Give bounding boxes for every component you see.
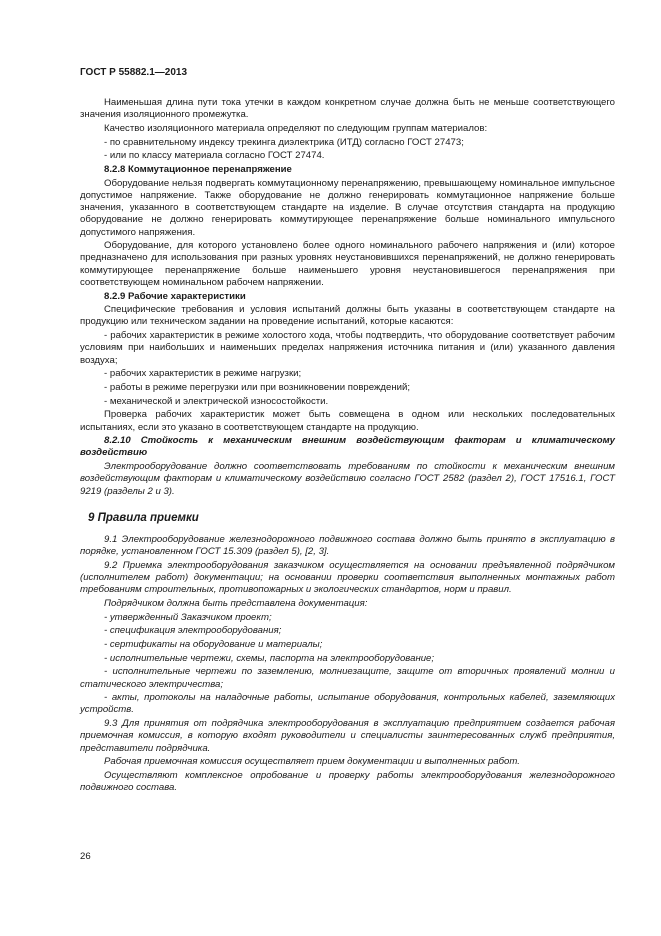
paragraph: - исполнительные чертежи по заземлению, молниезащите, защите от вторичных проявлений молнии и статического электричества; — [80, 666, 615, 690]
paragraph: Рабочая приемочная комиссия осуществляет прием документации и выполненных работ. — [104, 756, 520, 768]
paragraph: 9.2 Приемка электрооборудования заказчиком осуществляется на основании предъявленной подрядчиком (исполнителем работ) документации; на основании проверки соответствия выполненных монтажных работ требованиям строительных, противопожарных и экологических стандартов, норм и правил. — [80, 559, 615, 596]
paragraph: - сертификаты на оборудование и материалы; — [104, 638, 323, 650]
paragraph: - утвержденный Заказчиком проект; — [104, 611, 272, 623]
paragraph: Специфические требования и условия испытаний должны быть указаны в соответствующем стандарте на продукцию или техническом задании на проведение испытаний, которые касаются: — [80, 304, 615, 328]
document-header: ГОСТ Р 55882.1—2013 — [80, 67, 188, 78]
paragraph: Осуществляют комплексное опробование и проверку работы электрооборудования железнодорожного подвижного состава. — [80, 769, 615, 794]
paragraph: - рабочих характеристик в режиме холостого хода, чтобы подтвердить, что оборудование соответствует рабочим условиям при наибольших и наименьших пределах напряжения источника питания и (или) указанного давления воздуха; — [80, 330, 615, 366]
page-number: 26 — [80, 851, 91, 862]
paragraph: Качество изоляционного материала определяют по следующим группам материалов: — [104, 122, 488, 134]
document-body — [80, 97, 615, 796]
subsection-heading: 8.2.8 Коммутационное перенапряжение — [104, 164, 292, 176]
paragraph: - рабочих характеристик в режиме нагрузки; — [104, 368, 302, 380]
paragraph: 9.1 Электрооборудование железнодорожного подвижного состава должно быть принято в эксплуатацию в порядке, установленном ГОСТ 15.309 (раздел 5), [2, 3]. — [80, 533, 615, 557]
section-heading: 9 Правила приемки — [88, 511, 199, 524]
paragraph: Оборудование нельзя подвергать коммутационному перенапряжению, превышающему номинальное импульсное допустимое напряжение. Также оборудование не должно генерировать коммутационное напряжение больше значения, указанного в соответствующем стандарте на изделие. В случае отсутствия стандарта на продукцию оборудование не должно генерировать коммутирующее перенапряжение больше номинального импульсного допустимого напряжения. — [80, 177, 615, 238]
paragraph: - исполнительные чертежи, схемы, паспорта на электрооборудование; — [104, 652, 435, 664]
subsection-heading: 8.2.9 Рабочие характеристики — [104, 290, 246, 302]
paragraph: - акты, протоколы на наладочные работы, испытание оборудования, контрольных кабелей, заземляющих устройств. — [80, 692, 615, 716]
paragraph: Оборудование, для которого установлено более одного номинального рабочего напряжения и (или) которое предназначено для использования при разных уровнях неустановившихся перенапряжений, не должно генерировать коммутирующее перенапряжение больше наименьшего уровня неустановившегося перенапряжения при соответствующем номинальном рабочем напряжении. — [80, 240, 615, 288]
paragraph: 9.3 Для принятия от подрядчика электрооборудования в эксплуатацию предприятием создается рабочая приемочная комиссия, в которую входят руководители и специалисты заинтересованных служб предприятия, представители подрядчика. — [80, 718, 615, 754]
paragraph: Подрядчиком должна быть представлена документация: — [104, 597, 368, 609]
paragraph: - по сравнительному индексу трекинга диэлектрика (ИТД) согласно ГОСТ 27473; — [104, 136, 464, 148]
paragraph: Электрооборудование должно соответствовать требованиям по стойкости к механическим внешним воздействующим факторам и климатическому воздействию согласно ГОСТ 2582 (раздел 2), ГОСТ 17516.1, ГОСТ 9219 (разделы 2 и 3). — [80, 461, 615, 497]
paragraph: - спецификация электрооборудования; — [104, 625, 282, 637]
paragraph: Проверка рабочих характеристик может быть совмещена в одном или нескольких последовательных испытаниях, если это указано в соответствующем стандарте на продукцию. — [80, 409, 615, 433]
paragraph: - механической и электрической износостойкости. — [104, 395, 329, 407]
paragraph: - или по классу материала согласно ГОСТ 27474. — [104, 150, 325, 162]
subsection-heading: 8.2.10 Стойкость к механическим внешним воздействующим факторам и климатическому воздействию — [80, 435, 615, 459]
paragraph: Наименьшая длина пути тока утечки в каждом конкретном случае должна быть не меньше соответствующего значения изоляционного промежутка. — [80, 97, 615, 121]
paragraph: - работы в режиме перегрузки или при возникновении повреждений; — [104, 381, 411, 393]
